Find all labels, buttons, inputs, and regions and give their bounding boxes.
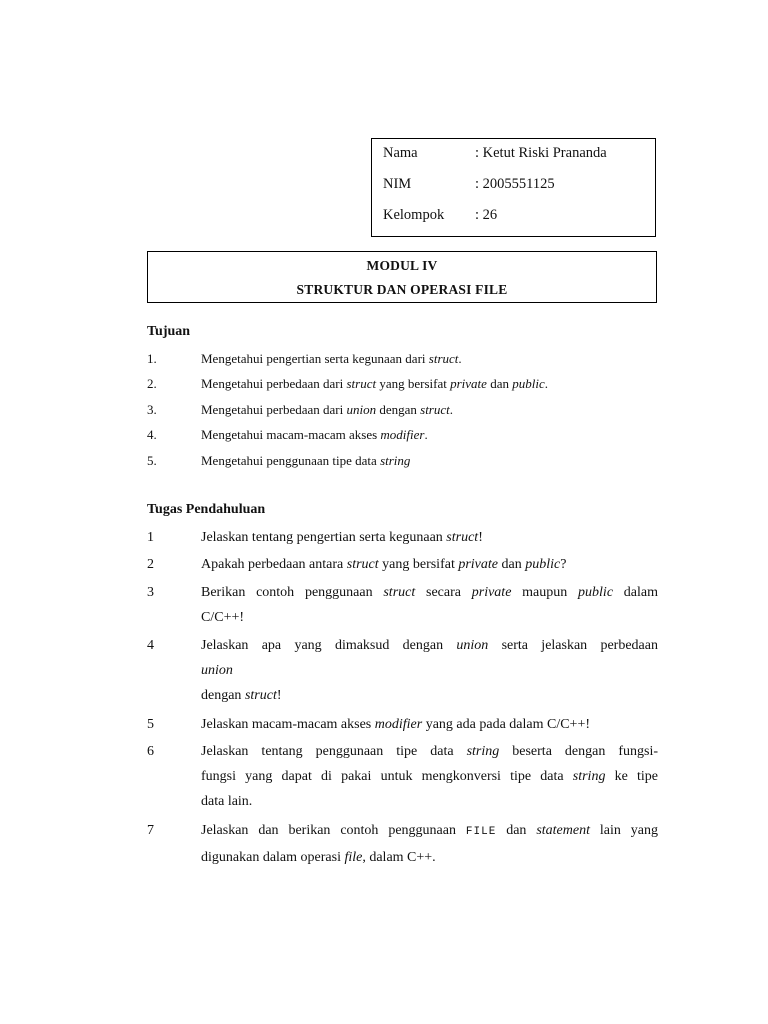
task-text: Jelaskan macam-macam akses modifier yang ada pada dalam C/C++!	[201, 717, 591, 732]
objective-item	[147, 350, 667, 368]
name-row	[383, 143, 607, 163]
module-title-box	[147, 251, 657, 303]
group-label: Kelompok	[383, 207, 445, 223]
objective-item	[147, 375, 667, 393]
nim-value: : 2005551125	[475, 176, 555, 192]
group-row	[383, 205, 497, 225]
objective-text: Mengetahui penggunaan tipe data string	[201, 453, 411, 468]
task-text: Apakah perbedaan antara struct yang bersifat private dan public?	[201, 557, 567, 572]
objective-item	[147, 452, 667, 470]
task-number: 6	[147, 744, 154, 759]
objective-number: 3.	[147, 402, 157, 417]
name-value: : Ketut Riski Prananda	[475, 145, 607, 161]
task-text: Berikan contoh penggunaan struct secara private maupun public dalam C/C++!	[201, 585, 659, 625]
group-value: : 26	[475, 207, 498, 223]
task-number: 7	[147, 823, 154, 838]
task-number: 1	[147, 530, 154, 545]
task-text: Jelaskan apa yang dimaksud dengan union serta jelaskan perbedaan union dengan struct!	[201, 638, 658, 703]
objective-number: 5.	[147, 453, 157, 468]
task-text: Jelaskan tentang penggunaan tipe data string beserta dengan fungsi- fungsi yang dapat di pakai untuk mengkonversi tipe data string ke tipe data lain.	[201, 744, 658, 809]
task-number: 4	[147, 638, 154, 653]
nim-label: NIM	[383, 176, 412, 192]
objective-number: 1.	[147, 351, 157, 366]
task-number: 5	[147, 717, 154, 732]
objective-text: Mengetahui perbedaan dari struct yang bersifat private dan public.	[201, 376, 548, 391]
task-text: Jelaskan dan berikan contoh penggunaan FILE dan statement lain yang digunakan dalam operasi file, dalam C++.	[201, 823, 658, 865]
objectives-heading: Tujuan	[147, 324, 191, 339]
objective-number: 2.	[147, 376, 157, 391]
name-label: Nama	[383, 145, 418, 161]
nim-row	[383, 174, 555, 194]
tasks-heading: Tugas Pendahuluan	[147, 502, 266, 517]
task-number: 2	[147, 557, 154, 572]
module-title: STRUKTUR DAN OPERASI FILE	[296, 282, 508, 297]
task-text: Jelaskan tentang pengertian serta kegunaan struct!	[201, 530, 483, 545]
task-number: 3	[147, 585, 154, 600]
objective-text: Mengetahui macam-macam akses modifier.	[201, 427, 428, 442]
student-info-box	[371, 138, 656, 237]
objective-text: Mengetahui perbedaan dari union dengan struct.	[201, 402, 454, 417]
objective-text: Mengetahui pengertian serta kegunaan dari struct.	[201, 351, 462, 366]
module-number: MODUL IV	[366, 258, 438, 273]
objective-item	[147, 401, 667, 419]
objective-number: 4.	[147, 427, 157, 442]
objective-item	[147, 426, 667, 444]
